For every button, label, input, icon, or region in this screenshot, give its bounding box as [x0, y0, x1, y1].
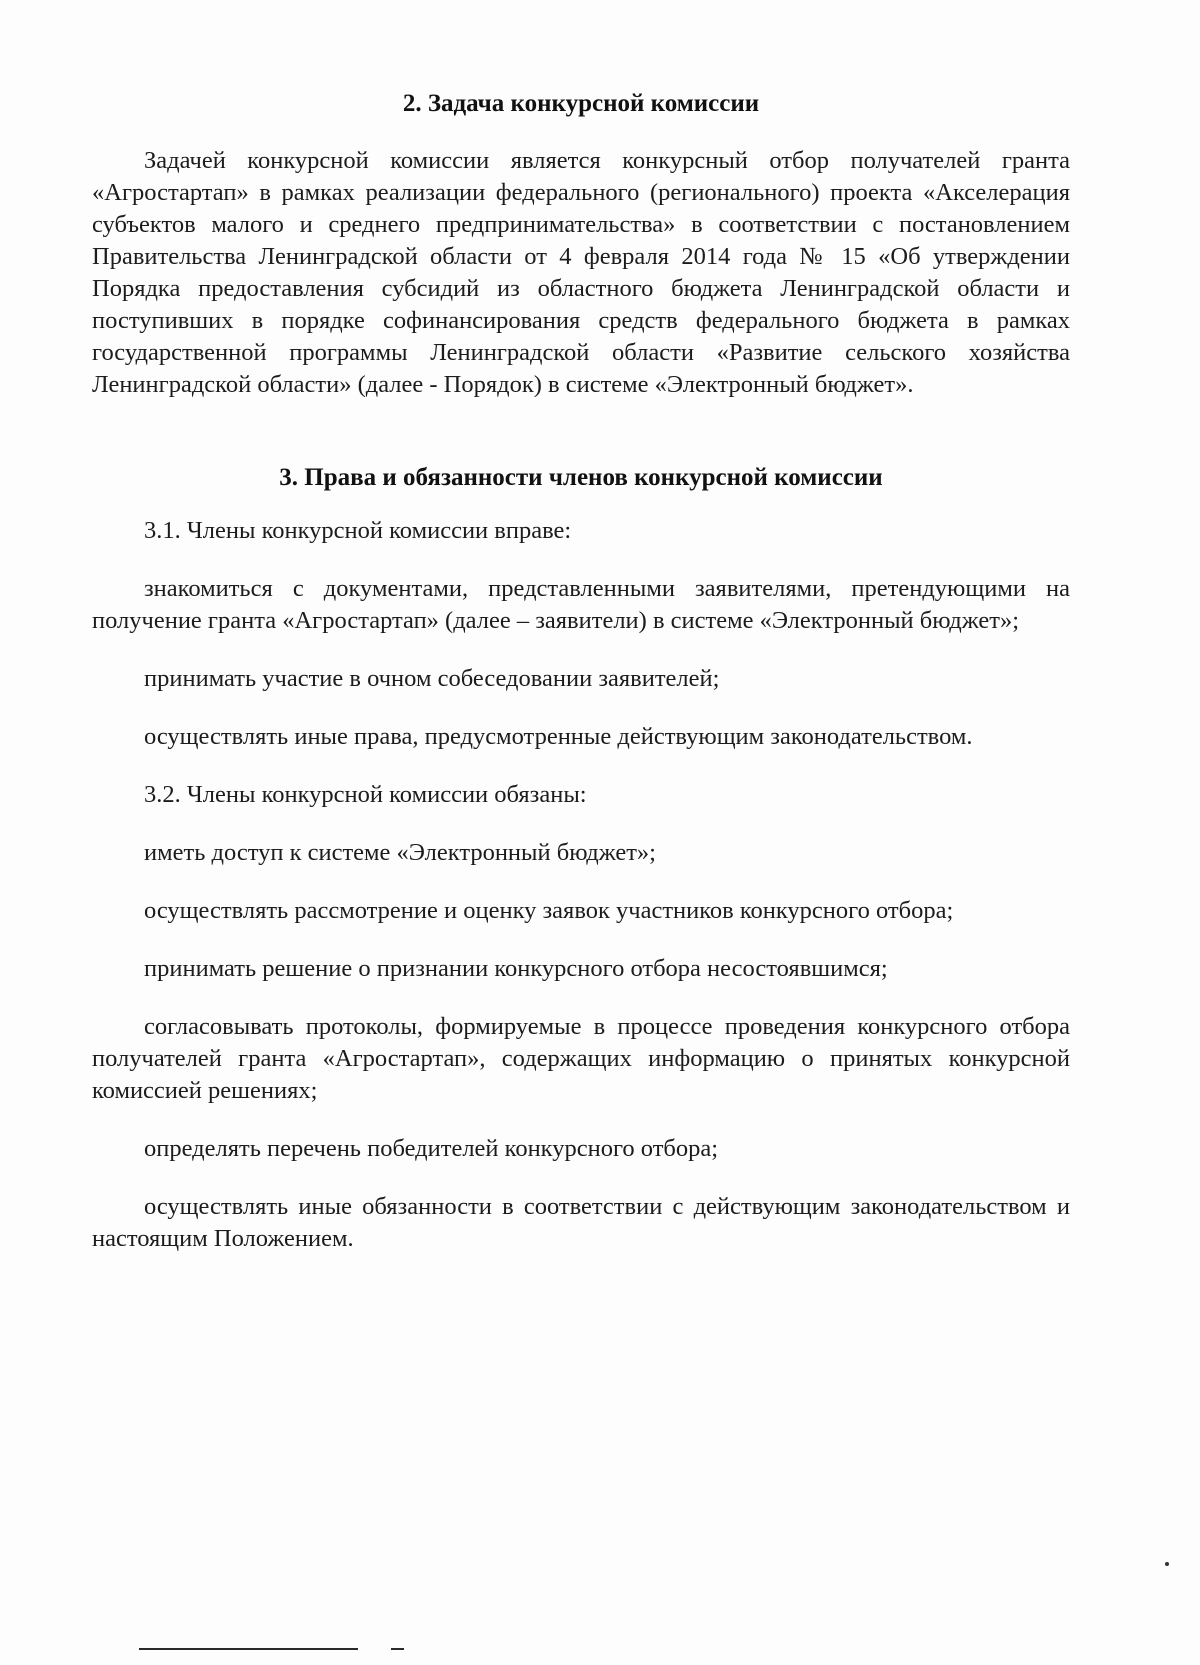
- footnote-rule: [139, 1648, 358, 1650]
- section-3-heading: 3. Права и обязанности членов конкурсной комиссии: [279, 464, 883, 491]
- duties-item: осуществлять рассмотрение и оценку заявок участников конкурсного отбора;: [144, 897, 954, 924]
- rights-intro: 3.1. Члены конкурсной комиссии вправе:: [144, 517, 572, 544]
- duties-item: согласовывать протоколы, формируемые в процессе проведения конкурсного отбора получателей гранта «Агростартап», содержащих информацию о принятых конкурсной комиссией решениях;: [92, 1013, 1070, 1104]
- duties-item: определять перечень победителей конкурсного отбора;: [144, 1135, 719, 1162]
- section-2-heading: 2. Задача конкурсной комиссии: [402, 90, 760, 117]
- rights-item: знакомиться с документами, представленными заявителями, претендующими на получение гранта «Агростартап» (далее – заявители) в системе «Электронный бюджет»;: [92, 575, 1070, 634]
- document-body: [92, 90, 1070, 1255]
- scan-speck: [1165, 1562, 1169, 1566]
- duties-intro: 3.2. Члены конкурсной комиссии обязаны:: [144, 781, 587, 808]
- rights-item: осуществлять иные права, предусмотренные действующим законодательством.: [144, 723, 973, 750]
- footnote-rule-dash: [391, 1648, 404, 1650]
- duties-item: принимать решение о признании конкурсного отбора несостоявшимся;: [144, 955, 888, 982]
- rights-item: принимать участие в очном собеседовании заявителей;: [144, 665, 720, 692]
- duties-item: иметь доступ к системе «Электронный бюджет»;: [144, 839, 656, 866]
- section-2-paragraph: Задачей конкурсной комиссии является конкурсный отбор получателей гранта «Агростартап» в рамках реализации федерального (регионального) проекта «Акселерация субъектов малого и среднего предпринимательства» в соответствии с постановлением Правительства Ленинградской области от 4 февраля 2014 года № 15 «Об утверждении Порядка предоставления субсидий из областного бюджета Ленинградской области и поступивших в порядке софинансирования средств федерального бюджета в рамках государственной программы Ленинградской области «Развитие сельского хозяйства Ленинградской области» (далее - Порядок) в системе «Электронный бюджет».: [92, 147, 1070, 398]
- duties-item: осуществлять иные обязанности в соответствии с действующим законодательством и настоящим Положением.: [92, 1193, 1070, 1252]
